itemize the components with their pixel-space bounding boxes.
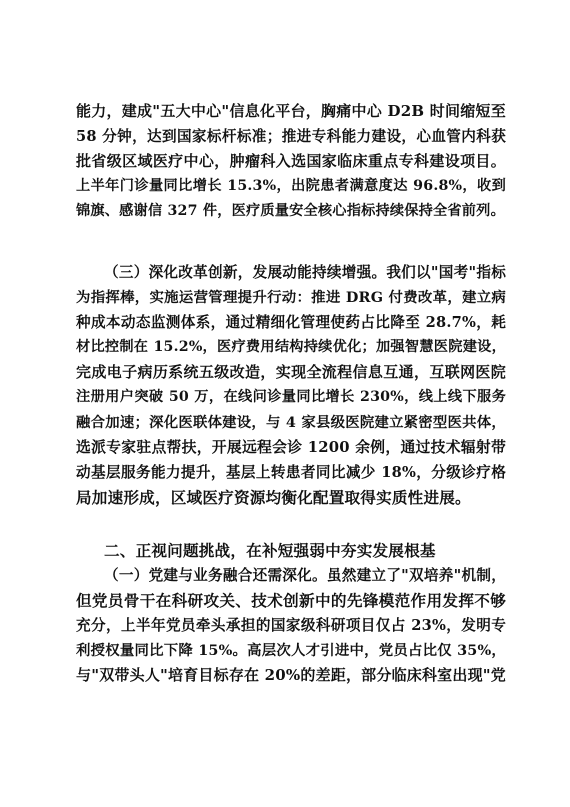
text-line: 注册用户突破 50 万，在线问诊量同比增长 230%，线上线下服务 xyxy=(76,389,506,405)
text-line: 利授权量同比下降 15%。高层次人才引进中，党员占比仅 35%， xyxy=(76,642,506,659)
section-heading-text: 二、正视问题挑战，在补短强弱中夯实发展根基 xyxy=(104,541,436,560)
text-line: 批省级区域医疗中心，肿瘤科入选国家临床重点专科建设项目。 xyxy=(76,152,506,170)
text-line: 为指挥棒，实施运营管理提升行动：推进 DRG 付费改革，建立病 xyxy=(76,289,506,306)
text-line: 上半年门诊量同比增长 15.3%，出院患者满意度达 96.8%，收到 xyxy=(76,178,506,194)
paragraph-reform-innovation xyxy=(76,260,506,510)
text-line: （三）深化改革创新，发展动能持续增强。我们以"国考"指标 xyxy=(104,264,506,281)
text-line: 但党员骨干在科研攻关、技术创新中的先锋模范作用发挥不够 xyxy=(76,591,506,610)
text-line: 与"双带头人"培育目标存在 20%的差距，部分临床科室出现"党 xyxy=(76,666,506,684)
text-line: 动基层服务能力提升，基层上转患者同比减少 18%，分级诊疗格 xyxy=(76,464,506,481)
text-line: 融合加速；深化医联体建设，与 4 家县级医院建立紧密型医共体， xyxy=(76,414,506,431)
paragraph-party-building xyxy=(76,563,506,688)
section-heading-problems xyxy=(76,538,506,563)
text-line: 能力，建成"五大中心"信息化平台，胸痛中心 D2B 时间缩短至 xyxy=(76,102,506,120)
text-line: 完成电子病历系统五级改造，实现全流程信息互通，互联网医院 xyxy=(76,363,506,381)
text-line: 种成本动态监测体系，通过精细化管理使药占比降至 28.7%，耗 xyxy=(76,314,506,331)
text-line: 锦旗、感谢信 327 件，医疗质量安全核心指标持续保持全省前列。 xyxy=(76,203,505,219)
paragraph-achievements-continued xyxy=(76,99,506,224)
text-line: 局加速形成，区域医疗资源均衡化配置取得实质性进展。 xyxy=(76,488,471,507)
text-line: 材比控制在 15.2%，医疗费用结构持续优化；加强智慧医院建设， xyxy=(76,339,506,355)
text-line: 选派专家驻点帮扶，开展远程会诊 1200 余例，通过技术辐射带 xyxy=(76,439,506,456)
text-line: 58 分钟，达到国家标杆标准；推进专科能力建设，心血管内科获 xyxy=(76,128,506,145)
text-line: 充分，上半年党员牵头承担的国家级科研项目仅占 23%，发明专 xyxy=(76,617,506,634)
text-line: （一）党建与业务融合还需深化。虽然建立了"双培养"机制， xyxy=(104,567,506,584)
